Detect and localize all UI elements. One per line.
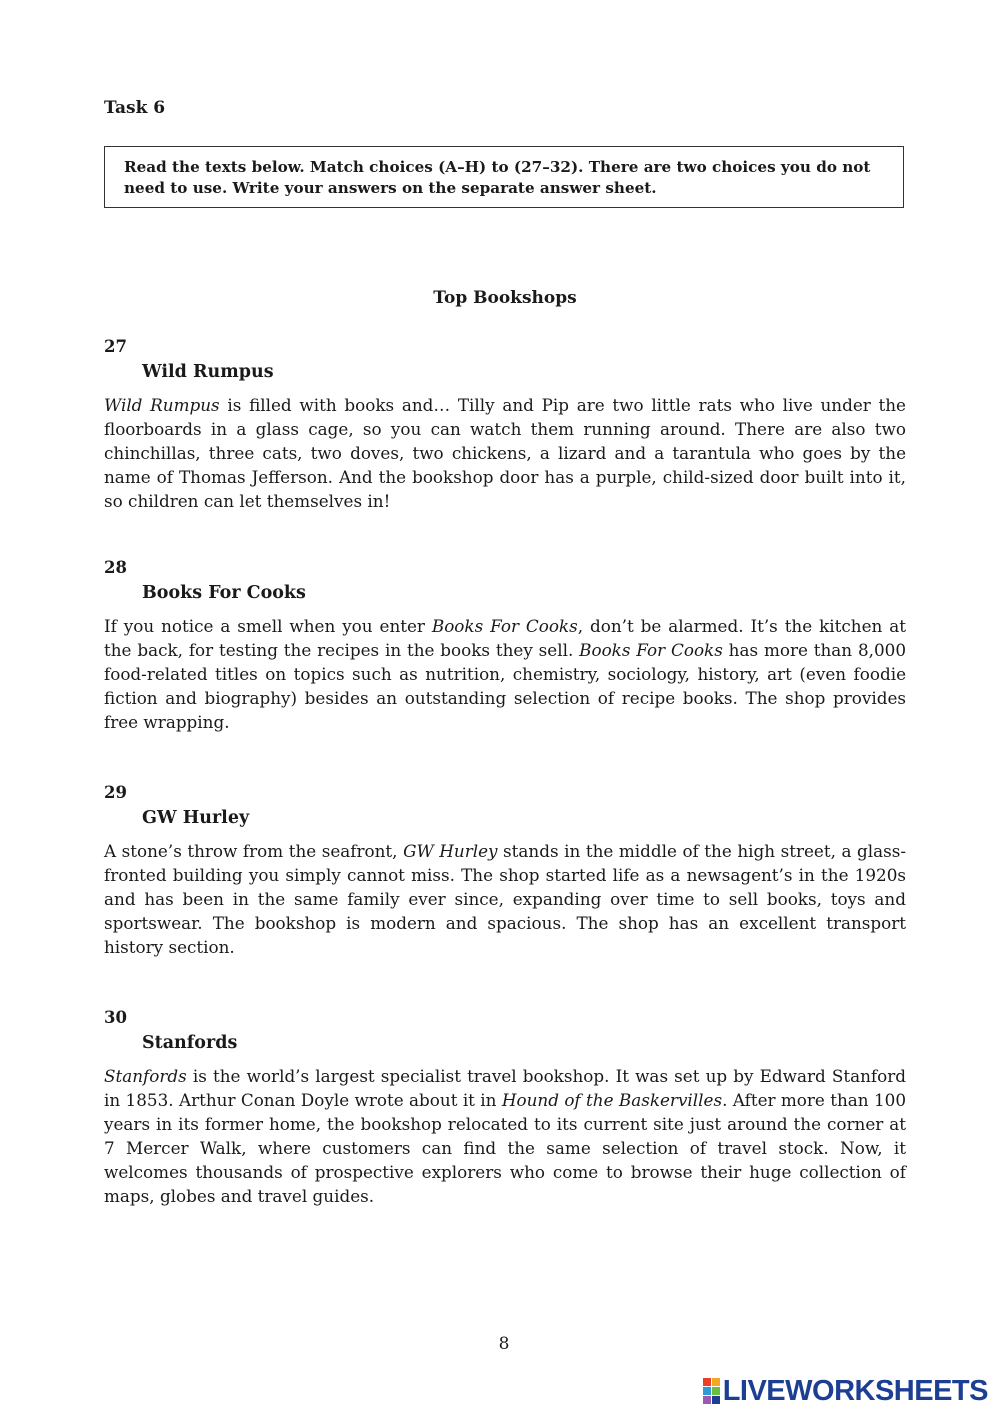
brand-name: LIVEWORKSHEETS	[722, 1374, 988, 1407]
body-text: stands in the middle of the high street, a glass-fronted building you simply cannot miss. The shop started life as a newsagent’s in the 1920s and has been in the same family ever since, expanding over time to sell books, toys and sportswear. The bookshop is modern and spacious. The shop has an excellent transport history section.	[104, 841, 907, 957]
italic-title: Books For Cooks	[431, 616, 578, 636]
body-text: has more than 8,000 food-related titles on topics such as nutrition, chemistry, sociology, history, art (even foodie fiction and biography) besides an outstanding selection of recipe books. The shop provides free wrapping.	[104, 640, 906, 732]
italic-title: Stanfords	[104, 1066, 187, 1086]
section-number: 29	[104, 783, 127, 802]
section-30	[104, 1006, 906, 1208]
italic-title: Books For Cooks	[579, 640, 723, 660]
section-heading: Books For Cooks	[142, 583, 306, 603]
section-heading: Wild Rumpus	[142, 362, 274, 382]
page-title: Top Bookshops	[433, 288, 577, 308]
section-28	[104, 556, 906, 734]
body-text: . After more than 100 years in its former home, the bookshop relocated to its current site just around the corner at 7 Mercer Walk, where customers can find the same selection of travel stock. Now, it welcomes thousands of prospective explorers who come to browse their huge collection of maps, globes and travel guides.	[104, 1090, 907, 1206]
brand-square	[703, 1378, 711, 1386]
section-body	[104, 1064, 906, 1208]
body-text: A stone’s throw from the seafront,	[104, 841, 404, 861]
instruction-box	[104, 146, 904, 208]
section-number: 27	[104, 337, 127, 356]
brand-square	[712, 1396, 720, 1404]
section-29	[104, 781, 906, 959]
page-number: 8	[498, 1334, 510, 1354]
brand-square	[703, 1387, 711, 1395]
italic-title: Hound of the Baskervilles	[501, 1090, 723, 1110]
section-body	[104, 839, 906, 959]
body-text: If you notice a smell when you enter	[104, 616, 432, 636]
section-number: 30	[104, 1008, 127, 1027]
section-heading: Stanfords	[142, 1033, 238, 1053]
brand-square	[712, 1378, 720, 1386]
body-text: is filled with books and… Tilly and Pip are two little rats who live under the floorboards in a glass cage, so you can watch them running around. There are also two chinchillas, three cats, two doves, two chickens, a lizard and a tarantula who goes by the name of Thomas Jefferson. And the bookshop door has a purple, child-sized door built into it, so children can let themselves in!	[104, 395, 906, 511]
brand-square	[712, 1387, 720, 1395]
instruction-text: Read the texts below. Match choices (A–H) to (27–32). There are two choices you do not need to use. Write your answers on the separate answer sheet.	[124, 158, 871, 197]
italic-title: GW Hurley	[403, 841, 498, 861]
section-heading: GW Hurley	[142, 808, 250, 828]
italic-title: Wild Rumpus	[104, 395, 220, 415]
task-title: Task 6	[104, 98, 166, 118]
body-text: is the world’s largest specialist travel bookshop. It was set up by Edward Stanford in 1853. Arthur Conan Doyle wrote about it in	[104, 1066, 906, 1110]
section-27	[104, 335, 906, 513]
body-text: , don’t be alarmed. It’s the kitchen at the back, for testing the recipes in the books they sell.	[104, 616, 906, 660]
section-number: 28	[104, 558, 127, 577]
brand-mark-icon	[703, 1378, 720, 1404]
section-body	[104, 614, 906, 734]
section-body	[104, 393, 906, 513]
liveworksheets-logo[interactable]	[703, 1374, 988, 1408]
brand-square	[703, 1396, 711, 1404]
